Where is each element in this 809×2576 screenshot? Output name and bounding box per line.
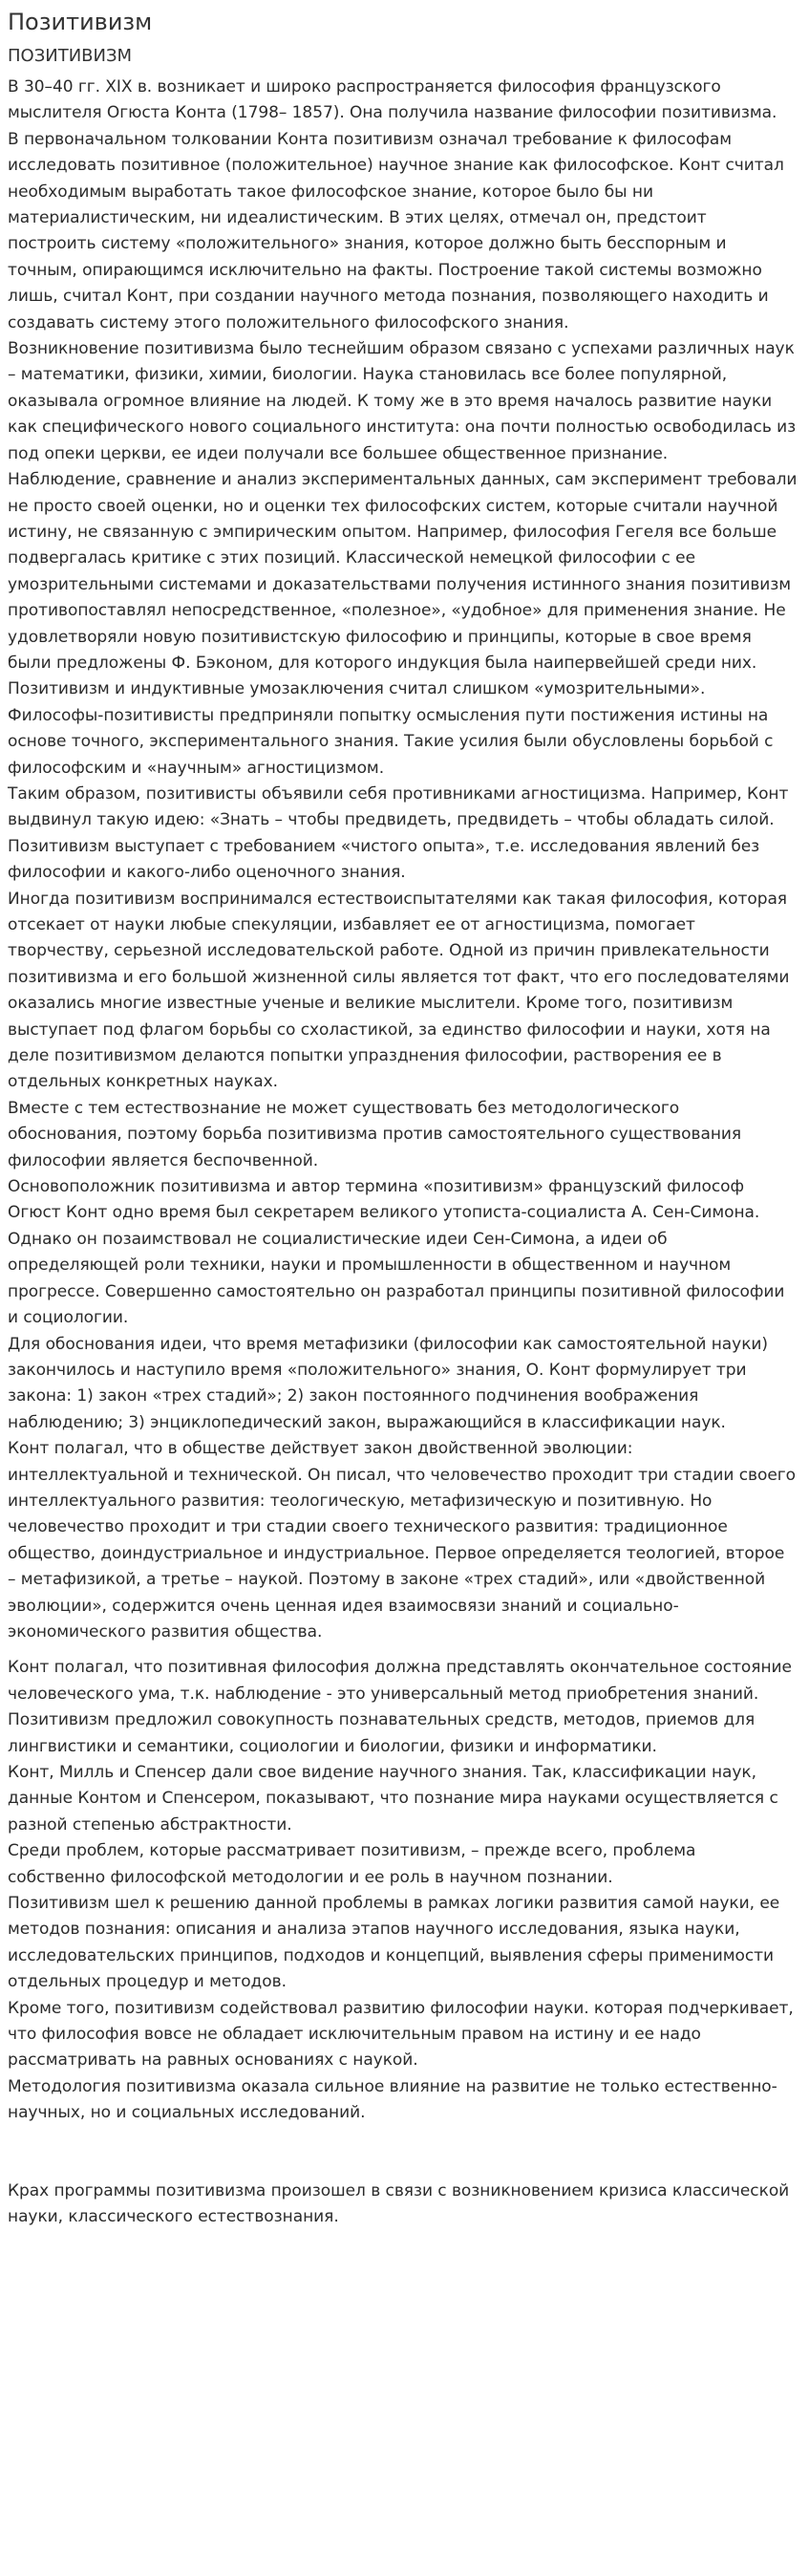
paragraph: Конт полагал, что в обществе действует закон двойственной эволюции: интеллектуальной и технической. Он писал, что человечество проходит три стадии своего интеллектуального развития: теологическую, метафизическую и позитивную. Но человечество проходит и три стадии своего технического развития: традиционное общество, доиндустриальное и индустриальное. Первое определяется теологией, второе – метафизикой, а третье – наукой. Поэтому в законе «трех стадий», или «двойственной эволюции», содержится очень ценная идея взаимосвязи знаний и социально-экономического развития общества. [8, 1439, 796, 1642]
paragraph: Наблюдение, сравнение и анализ экспериментальных данных, сам эксперимент требовали не просто своей оценки, но и оценки тех философских систем, которые считали научной истину, не связанную с эмпирическим опытом. Например, философия Гегеля все больше подвергалась критике с этих позиций. Классической немецкой философии с ее умозрительными системами и доказательствами получения истинного знания позитивизм противопоставлял непосредственное, «полезное», «удобное» для применения знание. Не удовлетворяли новую позитивистскую философию и принципы, которые в свое время были предложены Ф. Бэконом, для которого индукция была наипервейшей среди них. Позитивизм и индуктивные умозаключения считал слишком «умозрительными». [8, 470, 798, 699]
paragraph: В 30–40 гг. XIX в. возникает и широко распространяется философия французского мыслителя Огюста Конта (1798– 1857). Она получила название философии позитивизма. [8, 77, 777, 123]
closing-paragraph: Крах программы позитивизма произошел в связи с возникновением кризиса классической науки, классического естествознания. [8, 2180, 790, 2227]
paragraph: Основоположник позитивизма и автор термина «позитивизм» французский философ Огюст Конт одно время был секретарем великого утописта-социалиста А. Сен-Симона. Однако он позаимствовал не социалистические идеи Сен-Симона, а идеи об определяющей роли техники, науки и промышленности в общественном и научном прогрессе. Совершенно самостоятельно он разработал принципы позитивной философии и социологии. [8, 1177, 785, 1328]
paragraph: Возникновение позитивизма было теснейшим образом связано с успехами различных наук – математики, физики, химии, биологии. Наука становилась все более популярной, оказывала огромное влияние на людей. К тому же в это время началось развитие науки как специфического нового социального института: она почти полностью освободилась из под опеки церкви, ее идеи получали все большее общественное признание. [8, 339, 797, 463]
paragraph: Среди проблем, которые рассматривает позитивизм, – прежде всего, проблема собственно философской методологии и ее роль в научном познании. [8, 1841, 696, 1887]
paragraph: Вместе с тем естествознание не может существовать без методологического обоснования, поэтому борьба позитивизма против самостоятельного существования философии является беспочвенной. [8, 1098, 742, 1170]
paragraph: Позитивизм шел к решению данной проблемы в рамках логики развития самой науки, ее методов познания: описания и анализа этапов научного исследования, языка науки, исследовательских принципов, подходов и концепций, выявления сферы применимости отдельных процедур и методов. [8, 1894, 780, 1992]
section-subtitle: ПОЗИТИВИЗМ [8, 46, 133, 66]
paragraph: Иногда позитивизм воспринимался естествоиспытателями как такая философия, которая отсекает от науки любые спекуляции, избавляет ее от агностицизма, помогает творчеству, серьезной исследовательской работе. Одной из причин привлекательности позитивизма и его большой жизненной силы является тот факт, что его последователями оказались многие известные ученые и великие мыслители. Кроме того, позитивизм выступает под флагом борьбы со схоластикой, за единство философии и науки, хотя на деле позитивизмом делаются попытки упразднения философии, растворения ее в отдельных конкретных науках. [8, 889, 790, 1092]
paragraph: Конт, Милль и Спенсер дали свое видение научного знания. Так, классификации наук, данные Контом и Спенсером, показывают, что познание мира науками осуществляется с разной степенью абстрактности. [8, 1763, 778, 1835]
paragraph: Философы-позитивисты предприняли попытку осмысления пути постижения истины на основе точного, экспериментального знания. Такие усилия были обусловлены борьбой с философским и «научным» агностицизмом. [8, 705, 774, 778]
paragraph: В первоначальном толковании Конта позитивизм означал требование к философам исследовать позитивное (положительное) научное знание как философское. Конт считал необходимым выработать такое философское знание, которое было бы ни материалистическим, ни идеалистическим. В этих целях, отмечал он, предстоит построить систему «положительного» знания, которое должно быть бесспорным и точным, опирающимся исключительно на факты. Построение такой системы возможно лишь, считал Конт, при создании научного метода познания, позволяющего находить и создавать систему этого положительного философского знания. [8, 129, 784, 333]
paragraph: Для обоснования идеи, что время метафизики (философии как самостоятельной науки) закончилось и наступило время «положительного» знания, О. Конт формулирует три закона: 1) закон «трех стадий»; 2) закон постоянного подчинения воображения наблюдению; 3) энциклопедический закон, выражающийся в классификации наук. [8, 1334, 768, 1432]
page-title: Позитивизм [8, 9, 153, 35]
article-body [8, 75, 798, 2231]
paragraph: Методология позитивизма оказала сильное влияние на развитие не только естественно-научных, но и социальных исследований. [8, 2076, 777, 2123]
paragraph: Таким образом, позитивисты объявили себя противниками агностицизма. Например, Конт выдвинул такую идею: «Знать – чтобы предвидеть, предвидеть – чтобы обладать силой. Позитивизм выступает с требованием «чистого опыта», т.е. исследования явлений без философии и какого-либо оценочного знания. [8, 784, 789, 883]
paragraph: Кроме того, позитивизм содействовал развитию философии науки. которая подчеркивает, что философия вовсе не обладает исключительным правом на истину и ее надо рассматривать на равных основаниях с наукой. [8, 1998, 794, 2071]
paragraph: Конт полагал, что позитивная философия должна представлять окончательное состояние человеческого ума, т.к. наблюдение - это универсальный метод приобретения знаний. Позитивизм предложил совокупность познавательных средств, методов, приемов для лингвистики и семантики, социологии и биологии, физики и информатики. [8, 1658, 792, 1756]
